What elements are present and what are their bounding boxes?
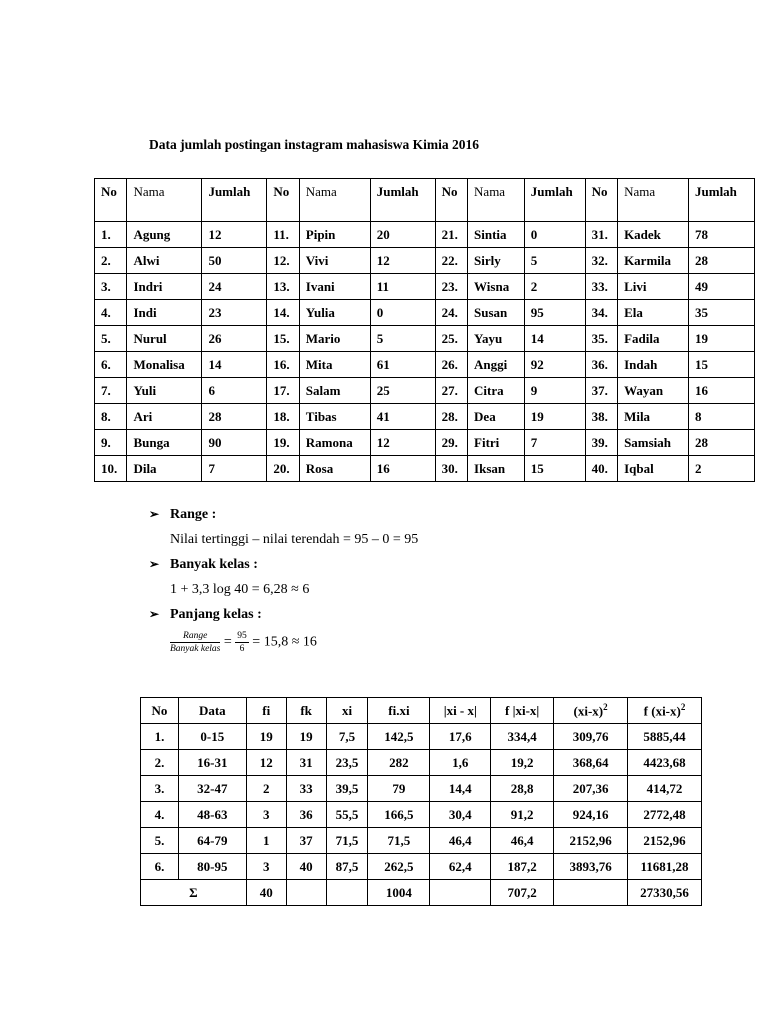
arrow-bullet-icon: ➢ (149, 607, 160, 621)
column-header: xi (326, 698, 368, 724)
table-cell: Susan (468, 300, 525, 326)
table-cell: 64-79 (178, 828, 246, 854)
range-heading: ➢ Range : (149, 507, 217, 522)
table-cell: 11 (370, 274, 435, 300)
table-cell: 21. (435, 222, 467, 248)
table-cell: Agung (127, 222, 202, 248)
table-cell: 10. (95, 456, 127, 482)
table-cell: 80-95 (178, 854, 246, 880)
column-header: |xi - x| (430, 698, 491, 724)
sigma-cell: Σ (141, 880, 247, 906)
table-cell: Indah (618, 352, 689, 378)
column-header: Nama (618, 179, 689, 222)
table-cell: 61 (370, 352, 435, 378)
range-over-kelas-fraction: $\frac{\text{Range}}{\text{Banyak kelas}}$ (170, 631, 221, 654)
column-header: No (267, 179, 299, 222)
table-cell: 55,5 (326, 802, 368, 828)
table-cell: 35 (689, 300, 755, 326)
table-cell: 33 (286, 776, 326, 802)
table-cell: 924,16 (554, 802, 628, 828)
table-cell: Iksan (468, 456, 525, 482)
column-header: No (585, 179, 617, 222)
frequency-table (140, 697, 702, 906)
table-cell: 19 (689, 326, 755, 352)
table-cell: 95 (524, 300, 585, 326)
column-header: Nama (468, 179, 525, 222)
column-header: $(xi-x)^2$ (554, 698, 628, 724)
table-row (95, 456, 755, 482)
table-cell: 12 (370, 248, 435, 274)
arrow-bullet-icon: ➢ (149, 507, 160, 521)
table-cell: Dila (127, 456, 202, 482)
range-formula: Nilai tertinggi – nilai terendah = 95 – 0 = 95 (170, 532, 419, 547)
table-cell: 1. (141, 724, 179, 750)
table-cell: 19 (246, 724, 286, 750)
table-cell: Fadila (618, 326, 689, 352)
table-cell: 26. (435, 352, 467, 378)
table-cell: 62,4 (430, 854, 491, 880)
table-cell: 23 (202, 300, 267, 326)
table-cell: 17. (267, 378, 299, 404)
table-cell: Indri (127, 274, 202, 300)
table-cell: 2152,96 (554, 828, 628, 854)
table-cell: 40 (286, 854, 326, 880)
table-cell: 0-15 (178, 724, 246, 750)
table-cell: 37 (286, 828, 326, 854)
table-cell: Bunga (127, 430, 202, 456)
table-cell: Citra (468, 378, 525, 404)
table-cell: 3 (246, 854, 286, 880)
column-header: No (95, 179, 127, 222)
table-cell: 0 (524, 222, 585, 248)
table-cell: 14,4 (430, 776, 491, 802)
table-cell: 39,5 (326, 776, 368, 802)
table-row (141, 854, 702, 880)
table-cell: Ela (618, 300, 689, 326)
table-cell: 92 (524, 352, 585, 378)
table-cell: 2. (95, 248, 127, 274)
table-cell: 15. (267, 326, 299, 352)
table-cell: 33. (585, 274, 617, 300)
table-cell: 14 (202, 352, 267, 378)
table-cell: 39. (585, 430, 617, 456)
table-cell: Indi (127, 300, 202, 326)
table-cell: Yayu (468, 326, 525, 352)
column-header: Jumlah (524, 179, 585, 222)
table-cell: 7. (95, 378, 127, 404)
table-row (141, 750, 702, 776)
table-cell: 6. (95, 352, 127, 378)
table-cell: 87,5 (326, 854, 368, 880)
table-cell: 3 (246, 802, 286, 828)
table-cell: 23,5 (326, 750, 368, 776)
table-row (95, 352, 755, 378)
column-header: Nama (127, 179, 202, 222)
table-cell: 38. (585, 404, 617, 430)
table-cell: 14 (524, 326, 585, 352)
table-cell: 31. (585, 222, 617, 248)
table-cell: 166,5 (368, 802, 430, 828)
table-cell: 414,72 (628, 776, 702, 802)
instagram-posts-table (94, 178, 755, 482)
table-cell: 30. (435, 456, 467, 482)
table-row (95, 378, 755, 404)
table-cell: 71,5 (368, 828, 430, 854)
table-row (95, 326, 755, 352)
table-cell: 5885,44 (628, 724, 702, 750)
table-header-row (141, 698, 702, 724)
table-cell: 91,2 (491, 802, 554, 828)
table-cell: 16. (267, 352, 299, 378)
table-cell: 2772,48 (628, 802, 702, 828)
table-cell: 7 (202, 456, 267, 482)
table-cell: Karmila (618, 248, 689, 274)
table-cell: 5 (370, 326, 435, 352)
table-row (141, 828, 702, 854)
table-cell: Nurul (127, 326, 202, 352)
table-cell: 79 (368, 776, 430, 802)
table-cell: 8. (95, 404, 127, 430)
table-cell: 142,5 (368, 724, 430, 750)
table-cell: 309,76 (554, 724, 628, 750)
table-cell: 7,5 (326, 724, 368, 750)
table-cell: Dea (468, 404, 525, 430)
column-header: fk (286, 698, 326, 724)
total-fi: 40 (246, 880, 286, 906)
column-header: Jumlah (202, 179, 267, 222)
table-cell: 9 (524, 378, 585, 404)
table-cell: 5 (524, 248, 585, 274)
table-cell: 34. (585, 300, 617, 326)
table-cell: 18. (267, 404, 299, 430)
banyak-kelas-formula: 1 + 3,3 log 40 = 6,28 ≈ 6 (170, 582, 310, 597)
table-cell: Sintia (468, 222, 525, 248)
table-cell: Ivani (299, 274, 370, 300)
table-cell: Mario (299, 326, 370, 352)
table-cell: 11. (267, 222, 299, 248)
table-cell: 25 (370, 378, 435, 404)
column-header: fi.xi (368, 698, 430, 724)
panjang-kelas-formula: $\frac{\text{Range}}{\text{Banyak kelas}}$ = $\frac{95}{6}$ = 15,8 ≈ 16 (170, 631, 317, 654)
table-cell: 6. (141, 854, 179, 880)
table-cell: 28. (435, 404, 467, 430)
table-row (141, 724, 702, 750)
table-cell: 2. (141, 750, 179, 776)
table-cell: Rosa (299, 456, 370, 482)
table-cell: 2 (524, 274, 585, 300)
table-cell: 7 (524, 430, 585, 456)
table-cell: 27. (435, 378, 467, 404)
table-cell: Anggi (468, 352, 525, 378)
table-cell: Samsiah (618, 430, 689, 456)
table-cell: 40. (585, 456, 617, 482)
table-cell: 262,5 (368, 854, 430, 880)
total-row (141, 880, 702, 906)
value-fraction: $\frac{95}{6}$ (237, 631, 247, 654)
table-cell: 207,36 (554, 776, 628, 802)
table-cell: 334,4 (491, 724, 554, 750)
empty-cell (430, 880, 491, 906)
table-row (95, 404, 755, 430)
table-cell: 41 (370, 404, 435, 430)
column-header: No (141, 698, 179, 724)
table-cell: 19,2 (491, 750, 554, 776)
table-cell: 12 (246, 750, 286, 776)
table-row (95, 248, 755, 274)
table-cell: Vivi (299, 248, 370, 274)
table-cell: 19. (267, 430, 299, 456)
table-cell: 4. (95, 300, 127, 326)
column-header: Data (178, 698, 246, 724)
banyak-kelas-heading: ➢ Banyak kelas : (149, 557, 258, 572)
table-cell: 16-31 (178, 750, 246, 776)
table-cell: 24 (202, 274, 267, 300)
table-cell: 282 (368, 750, 430, 776)
table-cell: 36. (585, 352, 617, 378)
table-cell: 3893,76 (554, 854, 628, 880)
table-row (95, 300, 755, 326)
table-cell: 32. (585, 248, 617, 274)
table-cell: 48-63 (178, 802, 246, 828)
table-cell: 36 (286, 802, 326, 828)
table-cell: 37. (585, 378, 617, 404)
table-cell: Monalisa (127, 352, 202, 378)
empty-cell (286, 880, 326, 906)
document-title: Data jumlah postingan instagram mahasiswa Kimia 2016 (149, 137, 480, 152)
table-row (141, 776, 702, 802)
table-cell: 187,2 (491, 854, 554, 880)
table-cell: 8 (689, 404, 755, 430)
table-row (95, 430, 755, 456)
table-cell: Pipin (299, 222, 370, 248)
table-cell: 23. (435, 274, 467, 300)
table-cell: Tibas (299, 404, 370, 430)
table-cell: 12 (370, 430, 435, 456)
table-cell: 9. (95, 430, 127, 456)
table-cell: Yuli (127, 378, 202, 404)
table-cell: 28,8 (491, 776, 554, 802)
table-cell: Kadek (618, 222, 689, 248)
table-cell: 4. (141, 802, 179, 828)
table-cell: 1,6 (430, 750, 491, 776)
table-cell: 1 (246, 828, 286, 854)
table-cell: 2 (689, 456, 755, 482)
table-cell: 11681,28 (628, 854, 702, 880)
table-cell: 28 (689, 430, 755, 456)
table-cell: 19 (286, 724, 326, 750)
table-cell: Wayan (618, 378, 689, 404)
column-header: Jumlah (370, 179, 435, 222)
table-cell: 4423,68 (628, 750, 702, 776)
panjang-kelas-heading: ➢ Panjang kelas : (149, 607, 262, 622)
table-cell: 90 (202, 430, 267, 456)
table-cell: 71,5 (326, 828, 368, 854)
table-cell: 3. (141, 776, 179, 802)
table-cell: 2 (246, 776, 286, 802)
table-cell: 14. (267, 300, 299, 326)
table-cell: 13. (267, 274, 299, 300)
table-cell: 32-47 (178, 776, 246, 802)
table-cell: 46,4 (430, 828, 491, 854)
table-cell: 2152,96 (628, 828, 702, 854)
table-cell: 50 (202, 248, 267, 274)
table-cell: 1. (95, 222, 127, 248)
table-cell: 49 (689, 274, 755, 300)
table-header-row (95, 179, 755, 222)
table-cell: 15 (689, 352, 755, 378)
table-cell: 12. (267, 248, 299, 274)
total-fixi: 1004 (368, 880, 430, 906)
table-row (141, 802, 702, 828)
table-cell: Iqbal (618, 456, 689, 482)
table-cell: 12 (202, 222, 267, 248)
table-cell: 6 (202, 378, 267, 404)
table-cell: Wisna (468, 274, 525, 300)
arrow-bullet-icon: ➢ (149, 557, 160, 571)
table-cell: 5. (95, 326, 127, 352)
table-cell: 22. (435, 248, 467, 274)
table-cell: Yulia (299, 300, 370, 326)
table-cell: 78 (689, 222, 755, 248)
column-header: Nama (299, 179, 370, 222)
table-cell: 29. (435, 430, 467, 456)
table-row (95, 274, 755, 300)
table-cell: 46,4 (491, 828, 554, 854)
table-cell: 31 (286, 750, 326, 776)
table-cell: 19 (524, 404, 585, 430)
column-header: f |xi-x| (491, 698, 554, 724)
empty-cell (326, 880, 368, 906)
table-cell: 25. (435, 326, 467, 352)
table-cell: Sirly (468, 248, 525, 274)
table-cell: 3. (95, 274, 127, 300)
column-header: No (435, 179, 467, 222)
column-header: Jumlah (689, 179, 755, 222)
table-cell: 30,4 (430, 802, 491, 828)
table-cell: 16 (689, 378, 755, 404)
table-cell: 15 (524, 456, 585, 482)
table-cell: Livi (618, 274, 689, 300)
table-cell: Mila (618, 404, 689, 430)
table-cell: 24. (435, 300, 467, 326)
table-cell: 16 (370, 456, 435, 482)
table-cell: 20 (370, 222, 435, 248)
total-f-sq-dev: 27330,56 (628, 880, 702, 906)
table-row (95, 222, 755, 248)
table-cell: 20. (267, 456, 299, 482)
table-cell: 368,64 (554, 750, 628, 776)
table-cell: 26 (202, 326, 267, 352)
table-cell: 0 (370, 300, 435, 326)
table-cell: 28 (202, 404, 267, 430)
table-cell: Ramona (299, 430, 370, 456)
table-cell: Alwi (127, 248, 202, 274)
table-cell: 35. (585, 326, 617, 352)
column-header: f $(xi-x)^2$ (628, 698, 702, 724)
table-cell: Salam (299, 378, 370, 404)
table-cell: Ari (127, 404, 202, 430)
column-header: fi (246, 698, 286, 724)
table-cell: 17,6 (430, 724, 491, 750)
total-f-abs-dev: 707,2 (491, 880, 554, 906)
empty-cell (554, 880, 628, 906)
table-cell: 5. (141, 828, 179, 854)
table-cell: Mita (299, 352, 370, 378)
table-cell: 28 (689, 248, 755, 274)
table-cell: Fitri (468, 430, 525, 456)
